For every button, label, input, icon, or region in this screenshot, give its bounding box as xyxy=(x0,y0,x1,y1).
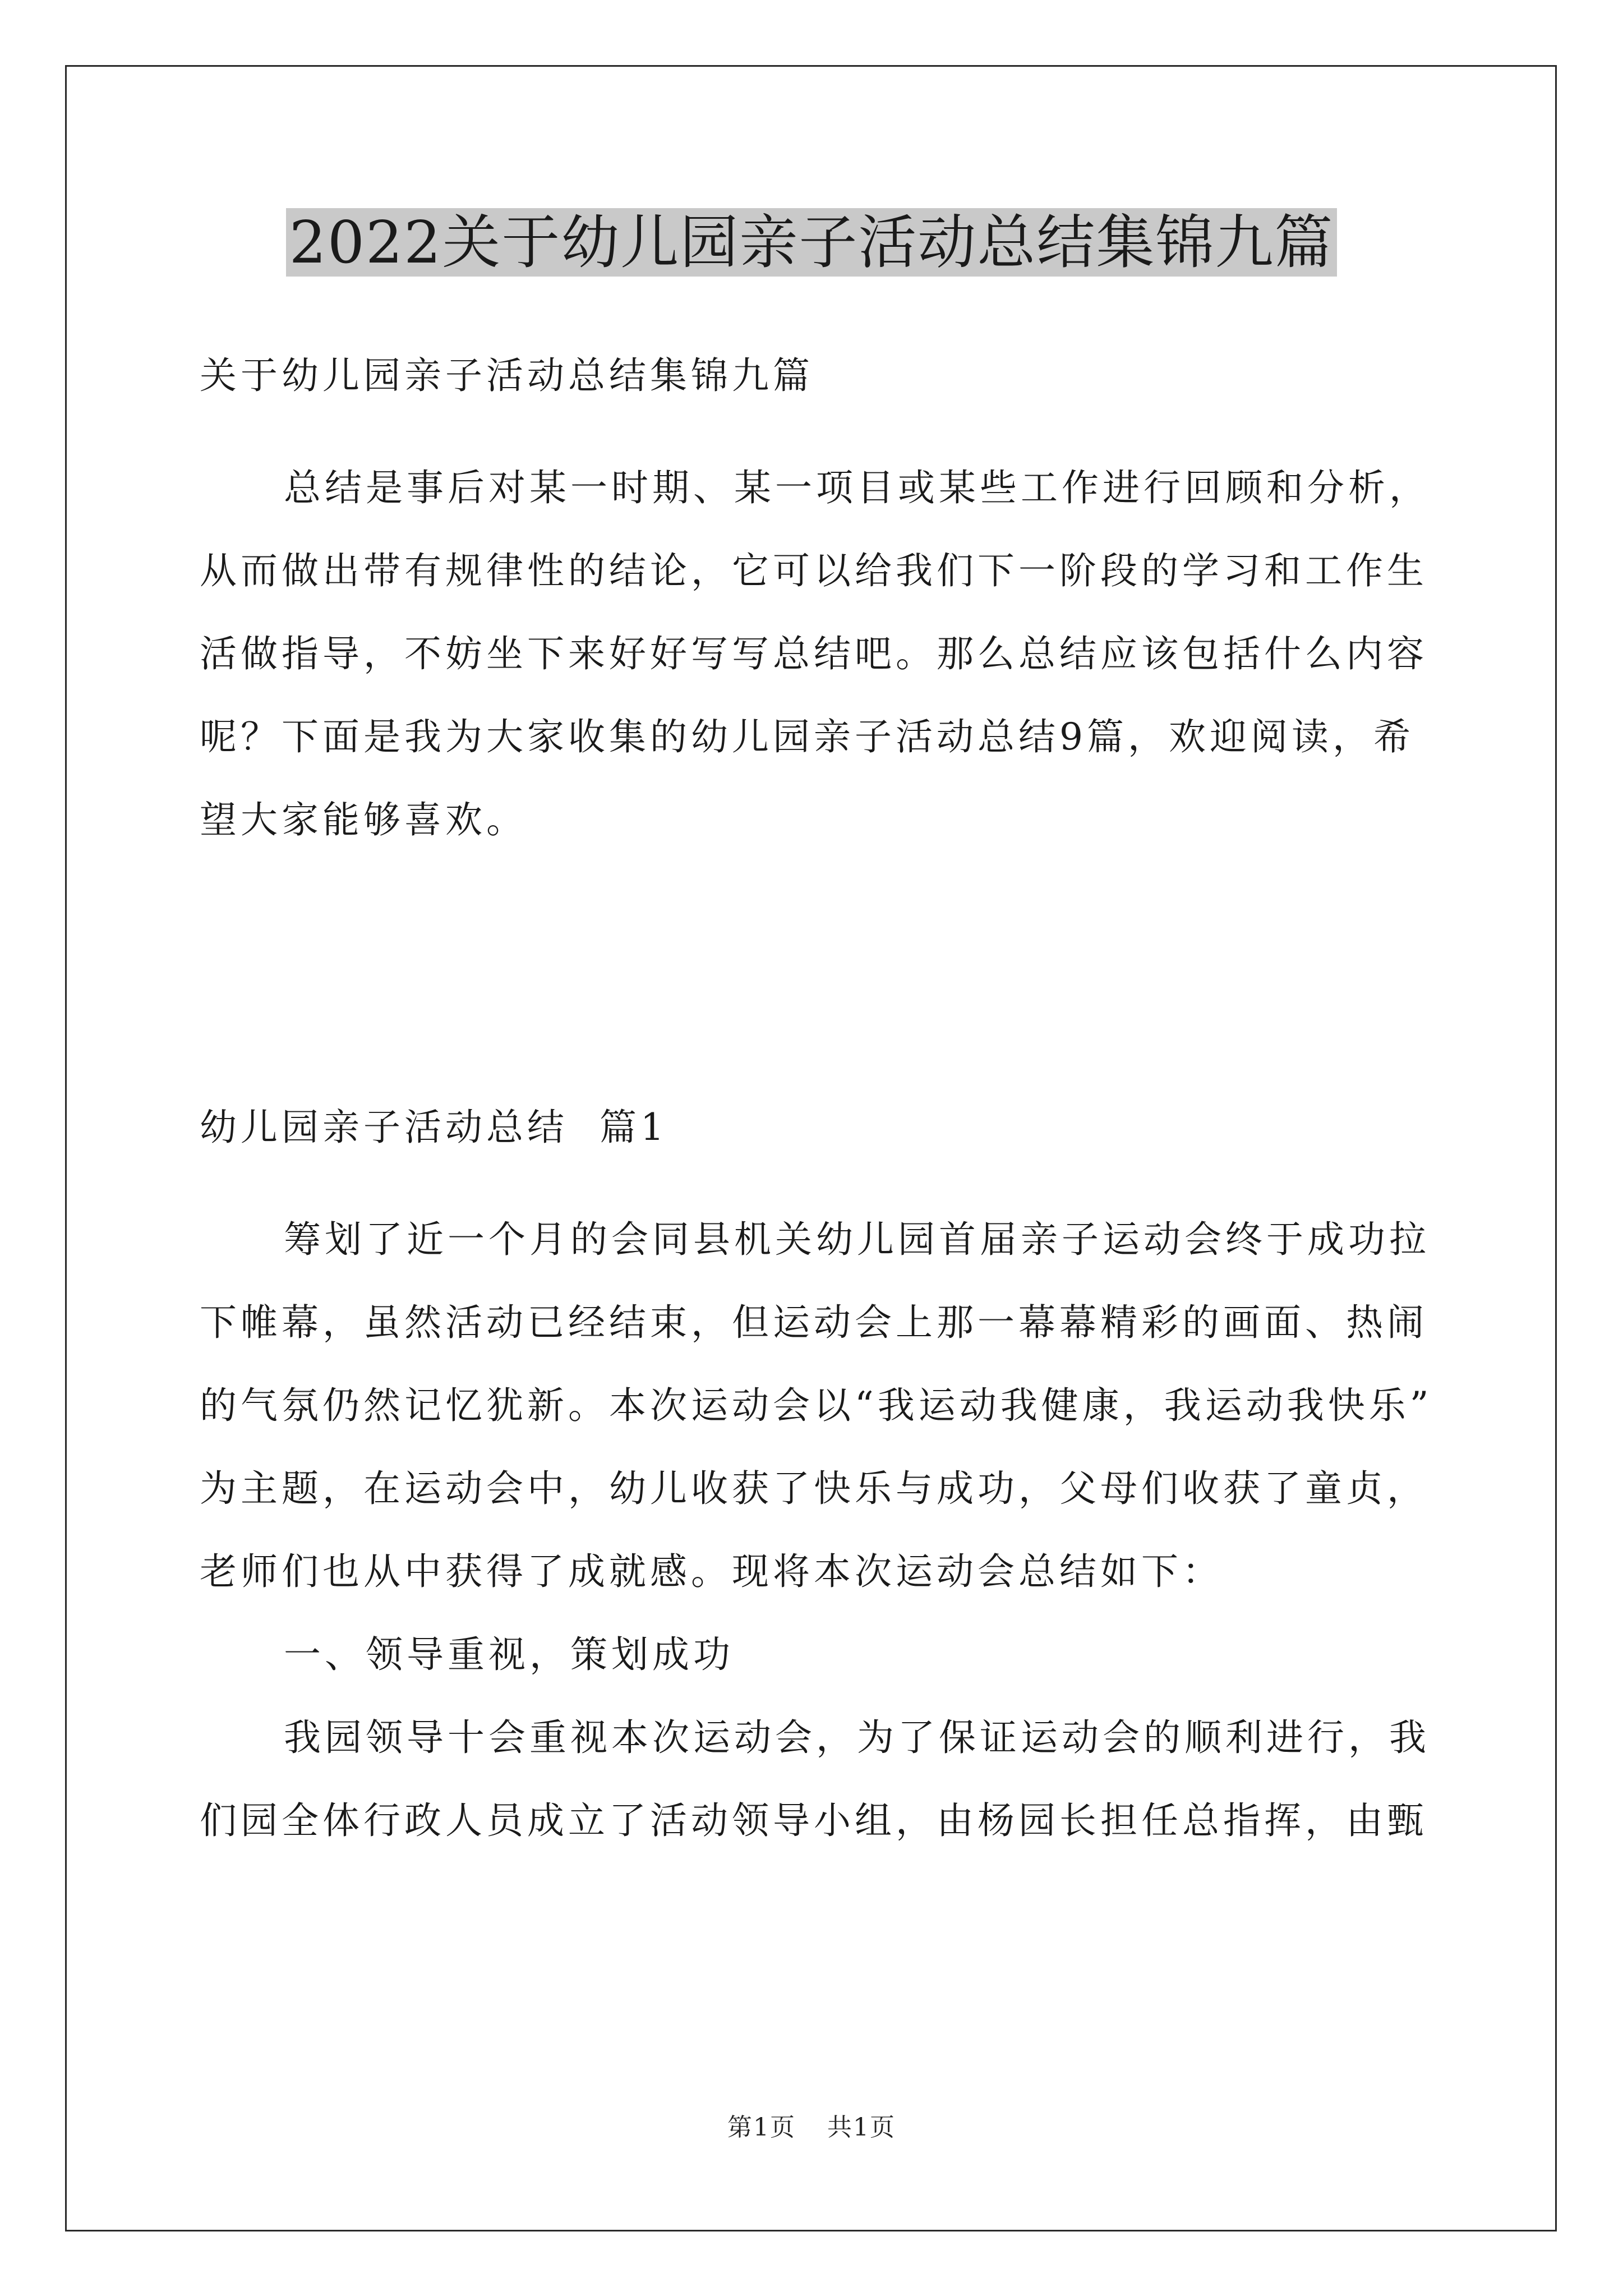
section-line: 的气氛仍然记忆犹新。本次运动会以“我运动我健康，我运动我快乐” xyxy=(200,1384,1433,1427)
intro-line: 总结是事后对某一时期、某一项目或某些工作进行回顾和分析， xyxy=(284,466,1430,509)
section-heading-block xyxy=(200,1086,1433,1169)
document-subtitle: 关于幼儿园亲子活动总结集锦九篇 xyxy=(200,354,814,397)
body-line: 们园全体行政人员成立了活动领导小组，由杨园长担任总指挥，由甄 xyxy=(200,1799,1428,1842)
page-footer xyxy=(0,2107,1623,2143)
section-line: 老师们也从中获得了成就感。现将本次运动会总结如下： xyxy=(200,1550,1223,1593)
subheading: 一、领导重视，策划成功 xyxy=(284,1633,734,1676)
section-line: 筹划了近一个月的会同县机关幼儿园首届亲子运动会终于成功拉 xyxy=(284,1218,1430,1261)
intro-line: 望大家能够喜欢。 xyxy=(200,798,527,841)
page-number-total: 共1页 xyxy=(827,2113,896,2142)
document-title-text: 2022关于幼儿园亲子活动总结集锦九篇 xyxy=(286,208,1338,277)
intro-line: 活做指导，不妨坐下来好好写写总结吧。那么总结应该包括什么内容 xyxy=(200,632,1428,675)
body-line: 我园领导十会重视本次运动会，为了保证运动会的顺利进行，我 xyxy=(284,1716,1430,1759)
page-number-current: 第1页 xyxy=(727,2113,796,2142)
intro-line: 呢？下面是我为大家收集的幼儿园亲子活动总结9篇，欢迎阅读，希 xyxy=(200,715,1414,758)
section-heading: 幼儿园亲子活动总结 篇1 xyxy=(200,1106,668,1149)
section-line: 为主题，在运动会中，幼儿收获了快乐与成功，父母们收获了童贞， xyxy=(200,1467,1428,1510)
intro-line: 从而做出带有规律性的结论，它可以给我们下一阶段的学习和工作生 xyxy=(200,549,1428,592)
document-title xyxy=(0,203,1623,282)
intro-paragraph xyxy=(200,447,1433,862)
subtitle-block xyxy=(200,334,1433,417)
section-line: 下帷幕，虽然活动已经结束，但运动会上那一幕幕精彩的画面、热闹 xyxy=(200,1301,1428,1344)
section-paragraph xyxy=(200,1198,1433,1862)
